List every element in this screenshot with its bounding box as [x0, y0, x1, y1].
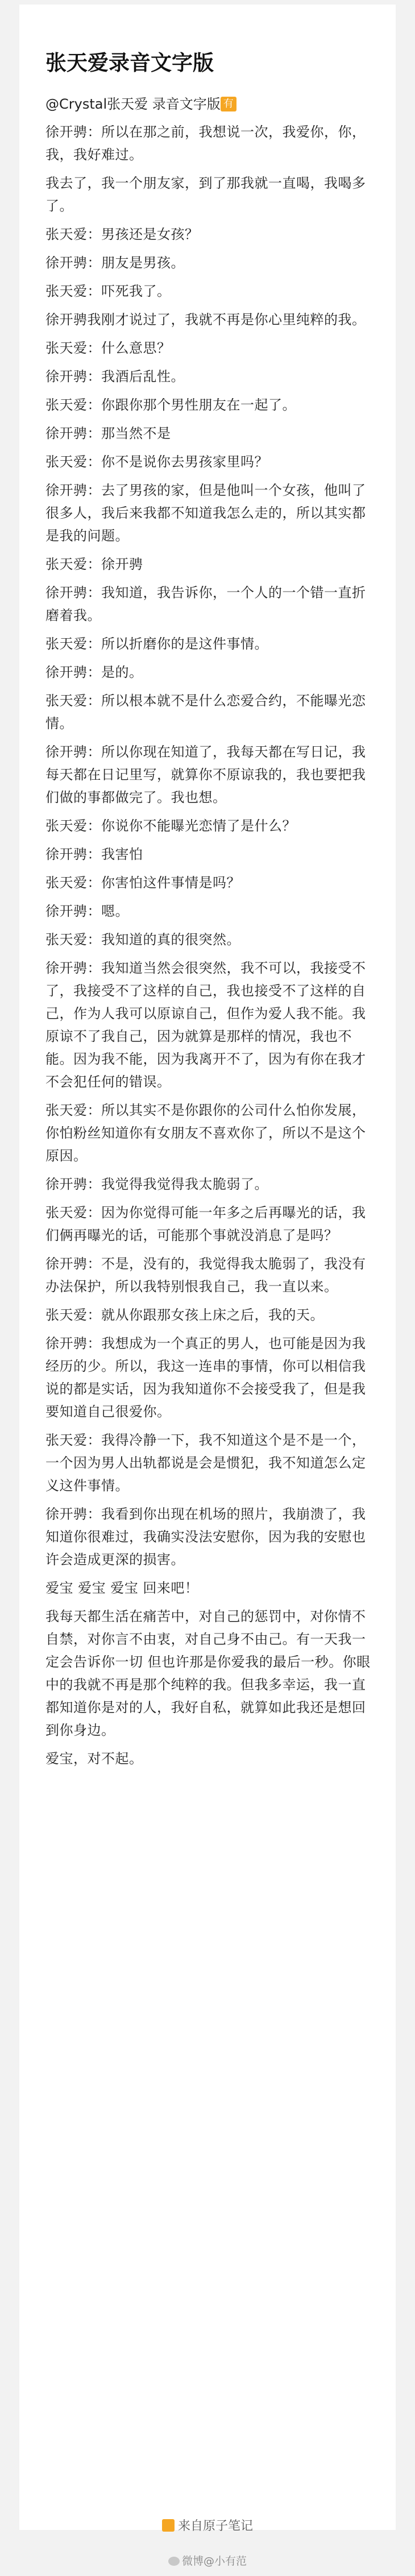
dialogue-line: 张天爱：因为你觉得可能一年多之后再曝光的话，我们俩再曝光的话，可能那个事就没消息了是吗？: [45, 1205, 366, 1243]
dialogue-line: 徐开骋：是的。: [45, 664, 143, 680]
dialogue-line: 张天爱：男孩还是女孩？: [45, 226, 199, 242]
dialogue-line: 张天爱：我得冷静一下，我不知道这个是不是一个，一个因为男人出轨都说是会是惯犯，我不知道怎么定义这件事情。: [45, 1432, 366, 1494]
byline-text[interactable]: @Crystal张天爱 录音文字版: [45, 96, 221, 112]
dialogue-line: 张天爱：你不是说你去男孩家里吗？: [45, 454, 268, 470]
dialogue-line: 张天爱：就从你跟那女孩上床之后，我的天。: [45, 1307, 324, 1323]
source-footer[interactable]: [19, 2516, 396, 2534]
dialogue-line: 徐开骋：去了男孩的家，但是他叫一个女孩，他叫了很多人，我后来我都不知道我怎么走的，所以其实都是我的问题。: [45, 482, 366, 544]
article-title: 张天爱录音文字版: [45, 51, 214, 75]
dialogue-line: 张天爱：所以根本就不是什么恋爱合约，不能曝光恋情。: [45, 693, 366, 731]
dialogue-line: 爱宝，对不起。: [45, 1751, 143, 1767]
dialogue-line: 张天爱：你说你不能曝光恋情了是什么？: [45, 818, 296, 834]
source-label: 来自原子笔记: [177, 2519, 253, 2533]
dialogue-line: 徐开骋：我知道当然会很突然，我不可以，我接受不了，我接受不了这样的自己，我也接受不了这样的自己，作为人我可以原谅自己，但作为爱人我不能。我原谅不了我自己，因为就算是那样的情况，我也不能。因为我不能，因为我离开不了，因为有你在我才不会犯任何的错误。: [45, 960, 366, 1090]
dialogue-line: 徐开骋：我想成为一个真正的男人，也可能是因为我经历的少。所以，我这一连串的事情，你可以相信我说的都是实话，因为我知道你不会接受我了，但是我要知道自己很爱你。: [45, 1335, 366, 1420]
dialogue-line: 徐开骋：不是，没有的，我觉得我太脆弱了，我没有办法保护，所以我特别恨我自己，我一直以来。: [45, 1256, 366, 1295]
dialogue-line: 徐开骋：朋友是男孩。: [45, 255, 185, 271]
dialogue-line: 徐开骋：我酒后乱性。: [45, 369, 185, 384]
dialogue-line: 徐开骋：我知道，我告诉你，一个人的一个错一直折磨着我。: [45, 585, 366, 623]
dialogue-line: 我去了，我一个朋友家，到了那我就一直喝，我喝多了。: [45, 175, 366, 214]
dialogue-line: 徐开骋：嗯。: [45, 903, 129, 919]
note-icon: [162, 2519, 175, 2532]
dialogue-line: 我每天都生活在痛苦中，对自己的惩罚中，对你情不自禁，对你言不由衷，对自己身不由己。有一天我一定会告诉你一切 但也许那是你爱我的最后一秒。你眼中的我就不再是那个纯粹的我。但我多幸运，我一直都知道你是对的人，我好自私，就算如此我还是想回到你身边。: [45, 1609, 371, 1738]
dialogue-line: 徐开骋：所以在那之前，我想说一次，我爱你，你，我，我好难过。: [45, 124, 366, 163]
weibo-icon: [168, 2557, 180, 2566]
dialogue-line: 张天爱：你跟你那个男性朋友在一起了。: [45, 397, 296, 413]
article-body: [45, 121, 373, 1770]
watermark-text: 微博@小有范: [181, 2555, 247, 2567]
dialogue-line: 徐开骋：我看到你出现在机场的照片，我崩溃了，我知道你很难过，我确实没法安慰你，因为我的安慰也许会造成更深的损害。: [45, 1506, 366, 1568]
watermark: [19, 2553, 396, 2568]
dialogue-line: 张天爱：所以其实不是你跟你的公司什么怕你发展，你怕粉丝知道你有女朋友不喜欢你了，所以不是这个原因。: [45, 1102, 366, 1164]
dialogue-line: 爱宝 爱宝 爱宝 回来吧！: [45, 1580, 199, 1596]
article-card: [19, 5, 396, 2530]
dialogue-line: 张天爱：吓死我了。: [45, 283, 171, 299]
dialogue-line: 徐开骋我刚才说过了，我就不再是你心里纯粹的我。: [45, 312, 366, 328]
badge-icon: 有: [221, 97, 236, 111]
dialogue-line: 徐开骋：所以你现在知道了，我每天都在写日记，我每天都在日记里写，就算你不原谅我的，我也要把我们做的事都做完了。我也想。: [45, 744, 366, 805]
dialogue-line: 徐开骋：我害怕: [45, 846, 143, 862]
dialogue-line: 张天爱：你害怕这件事情是吗？: [45, 875, 240, 891]
dialogue-line: 徐开骋：那当然不是: [45, 425, 171, 441]
dialogue-line: 张天爱：什么意思？: [45, 340, 171, 356]
article-byline: [45, 94, 373, 114]
dialogue-line: 张天爱：我知道的真的很突然。: [45, 932, 240, 948]
dialogue-line: 张天爱：徐开骋: [45, 556, 143, 572]
dialogue-line: 张天爱：所以折磨你的是这件事情。: [45, 636, 268, 652]
dialogue-line: 徐开骋：我觉得我觉得我太脆弱了。: [45, 1176, 268, 1192]
